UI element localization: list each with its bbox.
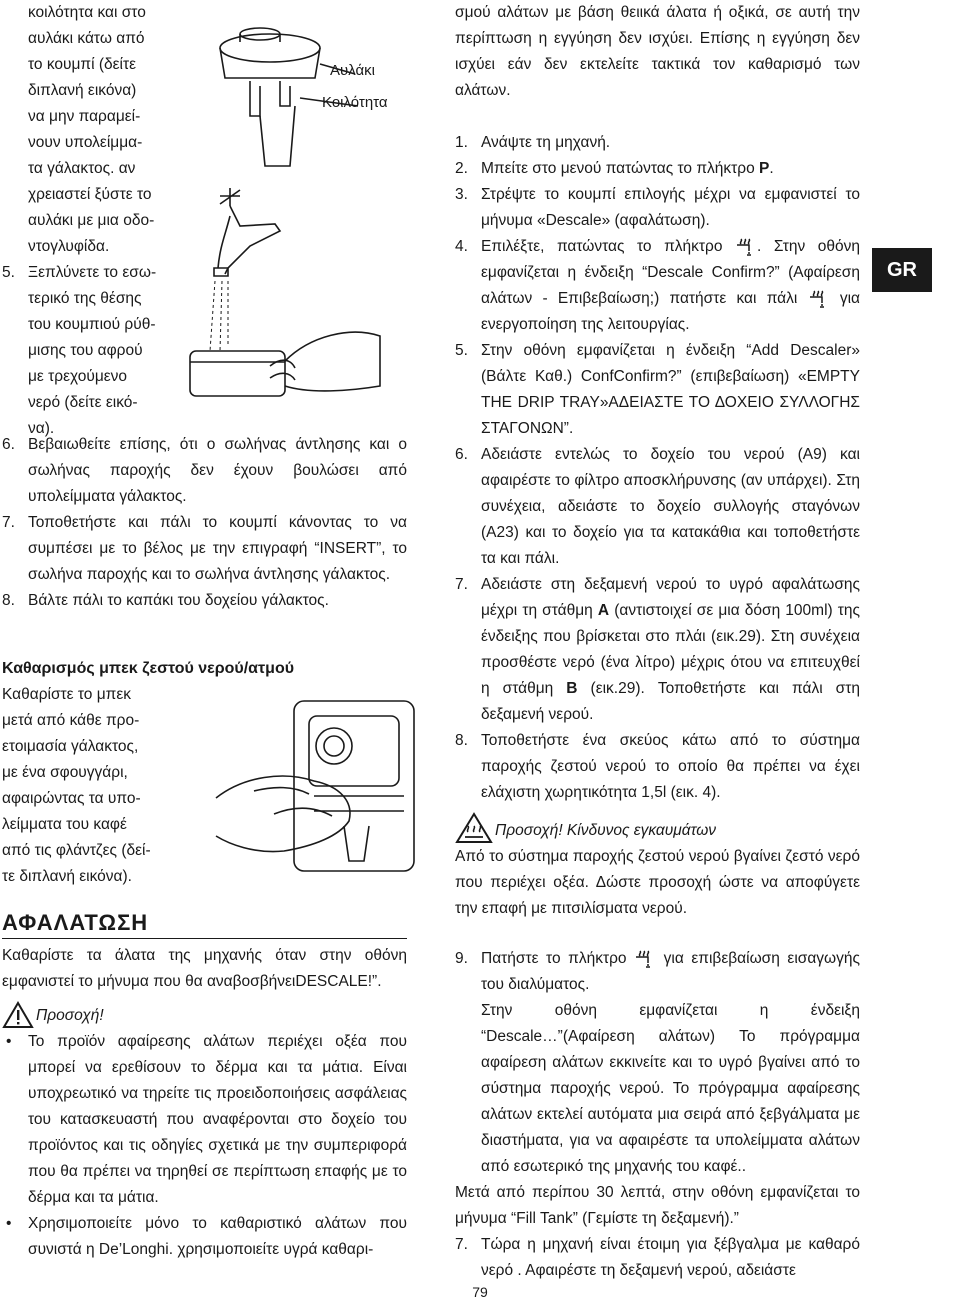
level-a: A: [597, 602, 610, 619]
page-number: 79: [472, 1284, 488, 1300]
section-line: Καθαρίστε το μπεκ: [2, 686, 131, 703]
section-line: από τις φλάντζες (δεί-: [2, 842, 151, 859]
step-number: 7.: [455, 576, 468, 593]
step-number: 7.: [455, 1236, 468, 1253]
step-9: [455, 946, 860, 1180]
intro-line: αυλάκι κάτω από: [28, 30, 145, 47]
warning-label: Προσοχή!: [36, 1007, 104, 1024]
section-line: αφαιρώντας τα υπο-: [2, 790, 141, 807]
level-b: B: [566, 680, 578, 697]
hot-water-key-icon: [808, 289, 830, 309]
bullet-item: [2, 1211, 407, 1263]
right-intro: σμού αλάτων με βάση θειικά άλατα ή οξικά, σε αυτή την περίπτωση η εγγύηση δεν ισχύει. Επίσης η εγγύηση δεν ισχύει εάν δεν εκτελείτε τακτικά τον καθαρισμό των αλάτων.: [455, 4, 860, 99]
step-text: για επιβεβαίωση εισαγωγής του διαλύματος.: [481, 950, 860, 993]
intro-line: νουν υπολείμμα-: [28, 134, 143, 151]
step-5: [455, 338, 860, 442]
intro-line: ντογλυφίδα.: [28, 238, 110, 255]
section-line: τε διπλανή εικόνα).: [2, 868, 132, 885]
step-number: 8.: [2, 592, 15, 609]
step-text: Αδειάστε στη δεξαμενή νερού το υγρό αφαλάτωσης μέχρι τη στάθμη: [481, 576, 860, 619]
hot-water-key-icon: [634, 949, 656, 969]
key-p: P: [759, 160, 770, 177]
step-text: Τοποθετήστε και πάλι το κουμπί κάνοντας το να συμπέσει με το βέλος με την επιγραφή “INSERT”, το σωλήνα παροχής και το σωλήνα άντλησης γάλακτος.: [28, 514, 407, 583]
step-text: Επιλέξτε, πατώντας το πλήκτρο: [481, 238, 736, 255]
step-number: 6.: [2, 436, 15, 453]
step-text: Βεβαιωθείτε επίσης, ότι ο σωλήνας άντλησης και ο σωλήνας παροχής δεν έχουν βουλώσει από υπολείμματα γάλακτος.: [28, 436, 407, 505]
bullet-text: Χρησιμοποιείτε μόνο το καθαριστικό αλάτων που συνιστά η De’Longhi. χρησιμοποιείτε υγρά καθαρι-: [28, 1215, 407, 1258]
step-number: 9.: [455, 950, 468, 967]
step-6: [455, 442, 860, 572]
step-text: .: [769, 160, 774, 177]
step-9-continued: Στην οθόνη εμφανίζεται η ένδειξη “Descale…”(Αφαίρεση αλάτων) Το πρόγραμμα αφαίρεση αλάτων εκκινείτε και το υγρό βγαίνει από το σύστημα παροχής νερού. Το πρόγραμμα αφαίρεσης αλάτων εκτελεί αυτόματα μια σειρά από ξεβγάλματα με διαστήματα, για να αφαιρέστε τα υπολείμματα αλάτων από εσωτερικό της μηχανής του καφέ..: [481, 1002, 860, 1175]
step-text: Αδειάστε εντελώς το δοχείο του νερού (A9) και αφαιρέστε το φίλτρο αποσκλήρυνσης (αν υπάρχει). Στη συνέχεια, αδειάστε το δοχείο συλλογής σταγόνων (A23) και το δοχείο για τα κατακάθια και τοποθετήστε τα και πάλι.: [481, 446, 860, 567]
step-number: 3.: [455, 186, 468, 203]
burn-text: Από το σύστημα παροχής ζεστού νερού βγαίνει ζεστό νερό που περιέχει οξέα. Δώστε προσοχή ώστε να αποφύγετε την επαφή με πιτσιλίσματα νερού.: [455, 848, 860, 917]
fig-label-cavity: Κοιλότητα: [322, 94, 388, 111]
after-30-min: Μετά από περίπου 30 λεπτά, στην οθόνη εμφανίζεται το μήνυμα “Fill Tank” (Γεμίστε τη δεξαμενή).”: [455, 1184, 860, 1227]
step-2: [455, 156, 860, 182]
steps-6-8: [2, 432, 407, 614]
step5-line: να).: [28, 420, 55, 437]
intro-line: αυλάκι με μια οδο-: [28, 212, 155, 229]
step-text: Ανάψτε τη μηχανή.: [481, 134, 611, 151]
step-number: 5.: [2, 264, 15, 281]
step-3: [455, 182, 860, 234]
intro-line: κοιλότητα και στο: [28, 4, 146, 21]
descale-section: [2, 896, 407, 1263]
step-text: Πατήστε το πλήκτρο: [481, 950, 635, 967]
step5-line: τερικό της θέσης: [28, 290, 142, 307]
step-8: [2, 588, 407, 614]
step-number: 4.: [455, 238, 468, 255]
section-line: ετοιμασία γάλακτος,: [2, 738, 139, 755]
intro-line: χρειαστεί ξύστε το: [28, 186, 152, 203]
hot-water-key-icon: [735, 237, 757, 257]
warning: [2, 1001, 407, 1029]
step-text: . Στην οθόνη εμφανίζεται η ένδειξη “Descale Confirm?” (Αφαίρεση αλάτων - Επιβεβαίωση;) πατήστε και πάλι: [481, 238, 860, 307]
step-number: 7.: [2, 514, 15, 531]
step-text: Στην οθόνη εμφανίζεται η ένδειξη “Add Descaler» (Βάλτε Καθ.) ConfConfirm?” (επιβεβαίωση) «EMPTY THE DRIP TRAY»ΑΔΕΙΑΣΤΕ ΤΟ ΔΟΧΕΙΟ ΣΥΛΛΟΓΗΣ ΣΤΑΓΟΝΩΝ”.: [481, 342, 860, 437]
step-text: Τώρα η μηχανή είναι έτοιμη για ξέβγαλμα με καθαρό νερό . Αφαιρέστε τη δεξαμενή νερού, αδειάστε: [481, 1236, 860, 1279]
step-7: [455, 572, 860, 728]
descale-heading: ΑΦΑΛΑΤΩΣΗ: [2, 910, 407, 939]
section-heading: Καθαρισμός μπεκ ζεστού νερού/ατμού: [2, 660, 295, 677]
step-text: Βάλτε πάλι το καπάκι του δοχείου γάλακτος.: [28, 592, 329, 609]
step-text: Στρέψτε το κουμπί επιλογής μέχρι να εμφανιστεί το μήνυμα «Descale» (αφαλάτωση).: [481, 186, 860, 229]
burn-warning-label: Προσοχή! Κίνδυνος εγκαυμάτων: [495, 822, 717, 839]
step5-line: με τρεχούμενο: [28, 368, 128, 385]
burn-warning: [455, 812, 860, 844]
step-4: [455, 234, 860, 338]
section-line: λείμματα του καφέ: [2, 816, 127, 833]
right-top-block: [455, 0, 860, 1284]
bullet-item: [2, 1029, 407, 1211]
intro-line: να μην παραμεί-: [28, 108, 141, 125]
step-number: 2.: [455, 160, 468, 177]
step5-line: Ξεπλύνετε το εσω-: [28, 264, 157, 281]
step-8: [455, 728, 860, 806]
step5-line: νερό (δείτε εικό-: [28, 394, 138, 411]
bullet-icon: •: [6, 1033, 12, 1050]
step-number: 1.: [455, 134, 468, 151]
step-text: για ενεργοποίηση της λειτουργίας.: [481, 290, 860, 333]
language-tab: GR: [872, 248, 932, 292]
step-text: Μπείτε στο μενού πατώντας το πλήκτρο: [481, 160, 760, 177]
bullet-icon: •: [6, 1215, 12, 1232]
step-6: [2, 432, 407, 510]
hot-surface-warning-icon: [455, 812, 493, 844]
step5-line: μισης του αφρού: [28, 342, 143, 359]
step-number: 8.: [455, 732, 468, 749]
intro-line: διπλανή εικόνα): [28, 82, 137, 99]
step5-line: του κουμπιού ρύθ-: [28, 316, 156, 333]
fig-label-groove: Αυλάκι: [330, 62, 375, 79]
section-line: μετά από κάθε προ-: [2, 712, 140, 729]
intro-line: τα γάλακτος. αν: [28, 160, 136, 177]
step-7: [2, 510, 407, 588]
step-number: 5.: [455, 342, 468, 359]
descale-intro: Καθαρίστε τα άλατα της μηχανής όταν στην οθόνη εμφανιστεί το μήνυμα που θα αναβοσβήνειDESCALE!”.: [2, 947, 407, 990]
bullet-text: Το προϊόν αφαίρεσης αλάτων περιέχει οξέα που μπορεί να ερεθίσουν το δέρμα και τα μάτια. Είναι υποχρεωτικό να τηρείτε τις προειδοποιήσεις ασφάλειας του κατασκευαστή που αναφέρονται στο δοχείο του προϊόντος και τις οδηγίες σχετικά με την συμπεριφορά που θα πρέπει να τηρηθεί σε περίπτωση επαφής με το δέρμα και τα μάτια.: [28, 1033, 407, 1206]
intro-block: [28, 0, 178, 260]
nozzle-section: [2, 656, 295, 890]
section-line: με ένα σφουγγάρι,: [2, 764, 128, 781]
warning-triangle-icon: [2, 1001, 34, 1029]
step-number: 6.: [455, 446, 468, 463]
step-text: (αντιστοιχεί σε μια δόση 100ml) της ένδειξης που βρίσκεται στο πλάι (εικ.29). Στη συνέχεια προσθέστε νερό (ένα λίτρο) μέχρις ότου να επιτευχθεί η στάθμη: [481, 602, 860, 697]
step-text: Τοποθετήστε ένα σκεύος κάτω από το σύστημα παροχής ζεστού νερού το οποίο θα πρέπει να έχει ελάχιστη χωρητικότητα 1,5l (εικ. 4).: [481, 732, 860, 801]
step-5: [2, 260, 182, 442]
step-1: [455, 130, 860, 156]
nozzle-wipe-illustration: [214, 686, 419, 886]
step-7b: [455, 1232, 860, 1284]
intro-line: το κουμπί (δείτε: [28, 56, 137, 73]
step-text: (εικ.29). Τοποθετήστε και πάλι στη δεξαμενή νερού.: [481, 680, 860, 723]
